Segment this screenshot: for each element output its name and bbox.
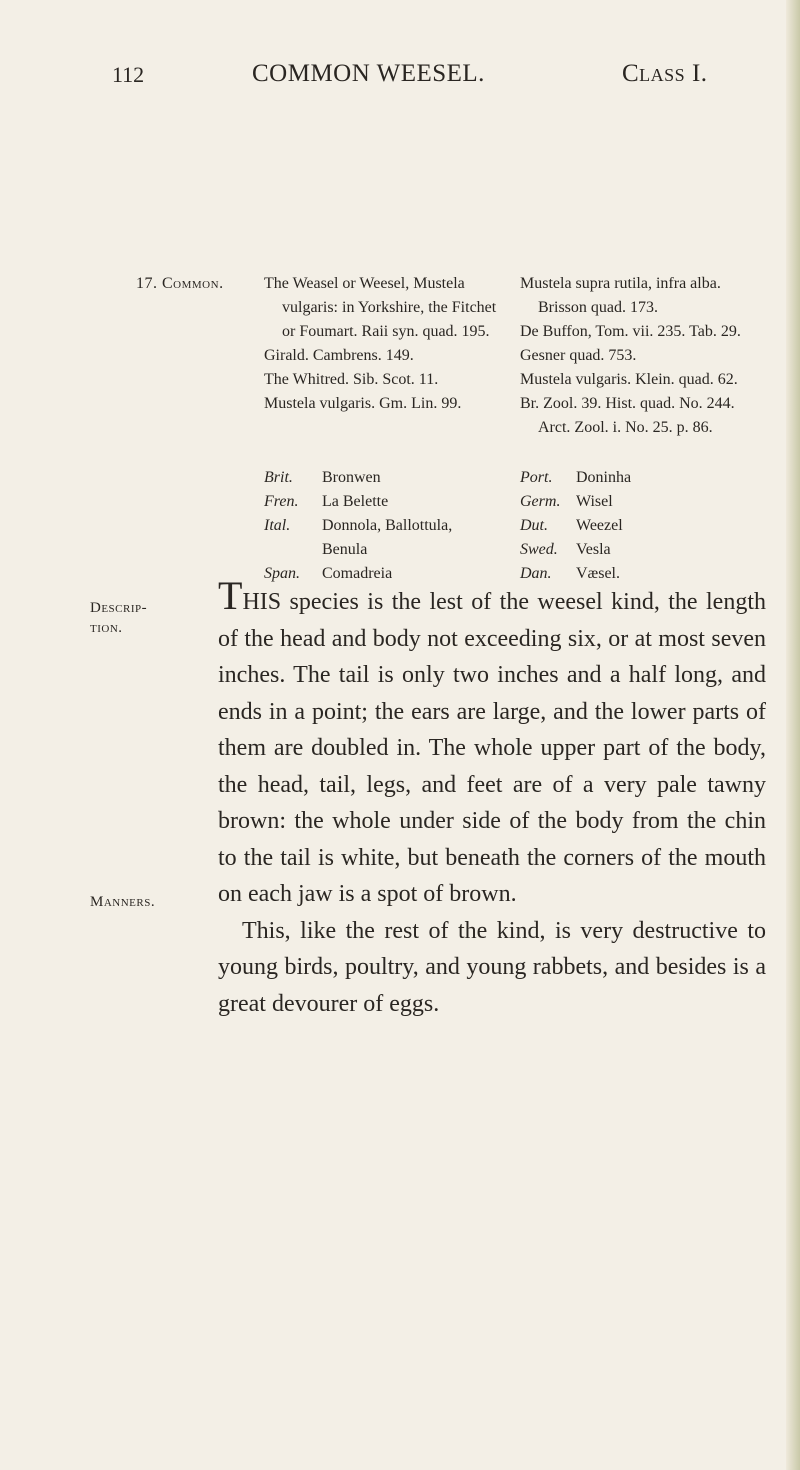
name-row <box>264 514 764 538</box>
vernacular-name: Doninha <box>576 469 632 486</box>
synonym-entry: Gesner quad. 753. <box>520 347 637 364</box>
synonym-entry: Br. Zool. 39. Hist. quad. No. 244. Arct. Zool. i. No. 25. p. 86. <box>520 395 735 436</box>
language-abbrev: Span. <box>264 565 300 582</box>
synonym-entry: Mustela supra rutila, infra alba. Brisson quad. 173. <box>520 275 721 316</box>
synonyms-left-column <box>264 272 510 416</box>
synonyms-right-column <box>520 272 765 440</box>
page-header <box>0 60 800 100</box>
language-abbrev: Dan. <box>520 565 552 582</box>
vernacular-name: Wisel <box>576 493 613 510</box>
synonym-entry: The Weasel or Weesel, Mustela vulgaris: in Yorkshire, the Fitchet or Foumart. Raii syn. quad. 195. <box>264 275 497 340</box>
drop-cap: T <box>218 573 243 618</box>
name-row <box>264 538 764 562</box>
margin-note-description: Descrip-tion. <box>90 600 148 636</box>
vernacular-name: Benula <box>322 541 368 558</box>
manners-paragraph: This, like the rest of the kind, is very destructive to young birds, poultry, and young rabbets, and besides is a great devourer of eggs. <box>218 917 766 1017</box>
language-abbrev: Dut. <box>520 517 548 534</box>
vernacular-name: Donnola, Ballottula, <box>322 517 453 534</box>
vernacular-names-table <box>264 466 764 586</box>
language-abbrev: Brit. <box>264 469 293 486</box>
synonym-entry: Mustela vulgaris. Gm. Lin. 99. <box>264 395 462 412</box>
page-number: 112 <box>112 62 145 87</box>
name-row <box>264 466 764 490</box>
synonym-entry: Girald. Cambrens. 149. <box>264 347 414 364</box>
language-abbrev: Ital. <box>264 517 291 534</box>
language-abbrev: Germ. <box>520 493 561 510</box>
synonym-entry: De Buffon, Tom. vii. 235. Tab. 29. <box>520 323 741 340</box>
language-abbrev: Swed. <box>520 541 558 558</box>
running-title: COMMON WEESEL. <box>252 60 485 87</box>
vernacular-name: La Belette <box>322 493 389 510</box>
vernacular-name: Væsel. <box>576 565 620 582</box>
paragraph-text: HIS species is the lest of the weesel kind, the length of the head and body not exceeding six, or at most seven inches. The tail is only two inches and a half long, and ends in a point; the ears are large, and the lower parts of them are doubled in. The whole upper part of the body, the head, tail, legs, and feet are of a very pale tawny brown: the whole under side of the body from the chin to the tail is white, but beneath the corners of the mouth on each jaw is a spot of brown. <box>218 589 766 907</box>
synonym-entry: The Whitred. Sib. Scot. 11. <box>264 371 439 388</box>
name-row <box>264 562 764 586</box>
vernacular-name: Comadreia <box>322 565 393 582</box>
class-label: Class I. <box>622 60 708 87</box>
page-edge-shadow <box>786 0 800 1470</box>
section-number: 17. Common. <box>136 275 224 292</box>
vernacular-name: Vesla <box>576 541 611 558</box>
margin-note-manners: Manners. <box>90 894 156 910</box>
language-abbrev: Fren. <box>264 493 299 510</box>
name-row <box>264 490 764 514</box>
synonym-entry: Mustela vulgaris. Klein. quad. 62. <box>520 371 738 388</box>
vernacular-name: Bronwen <box>322 469 381 486</box>
language-abbrev: Port. <box>520 469 553 486</box>
vernacular-name: Weezel <box>576 517 623 534</box>
